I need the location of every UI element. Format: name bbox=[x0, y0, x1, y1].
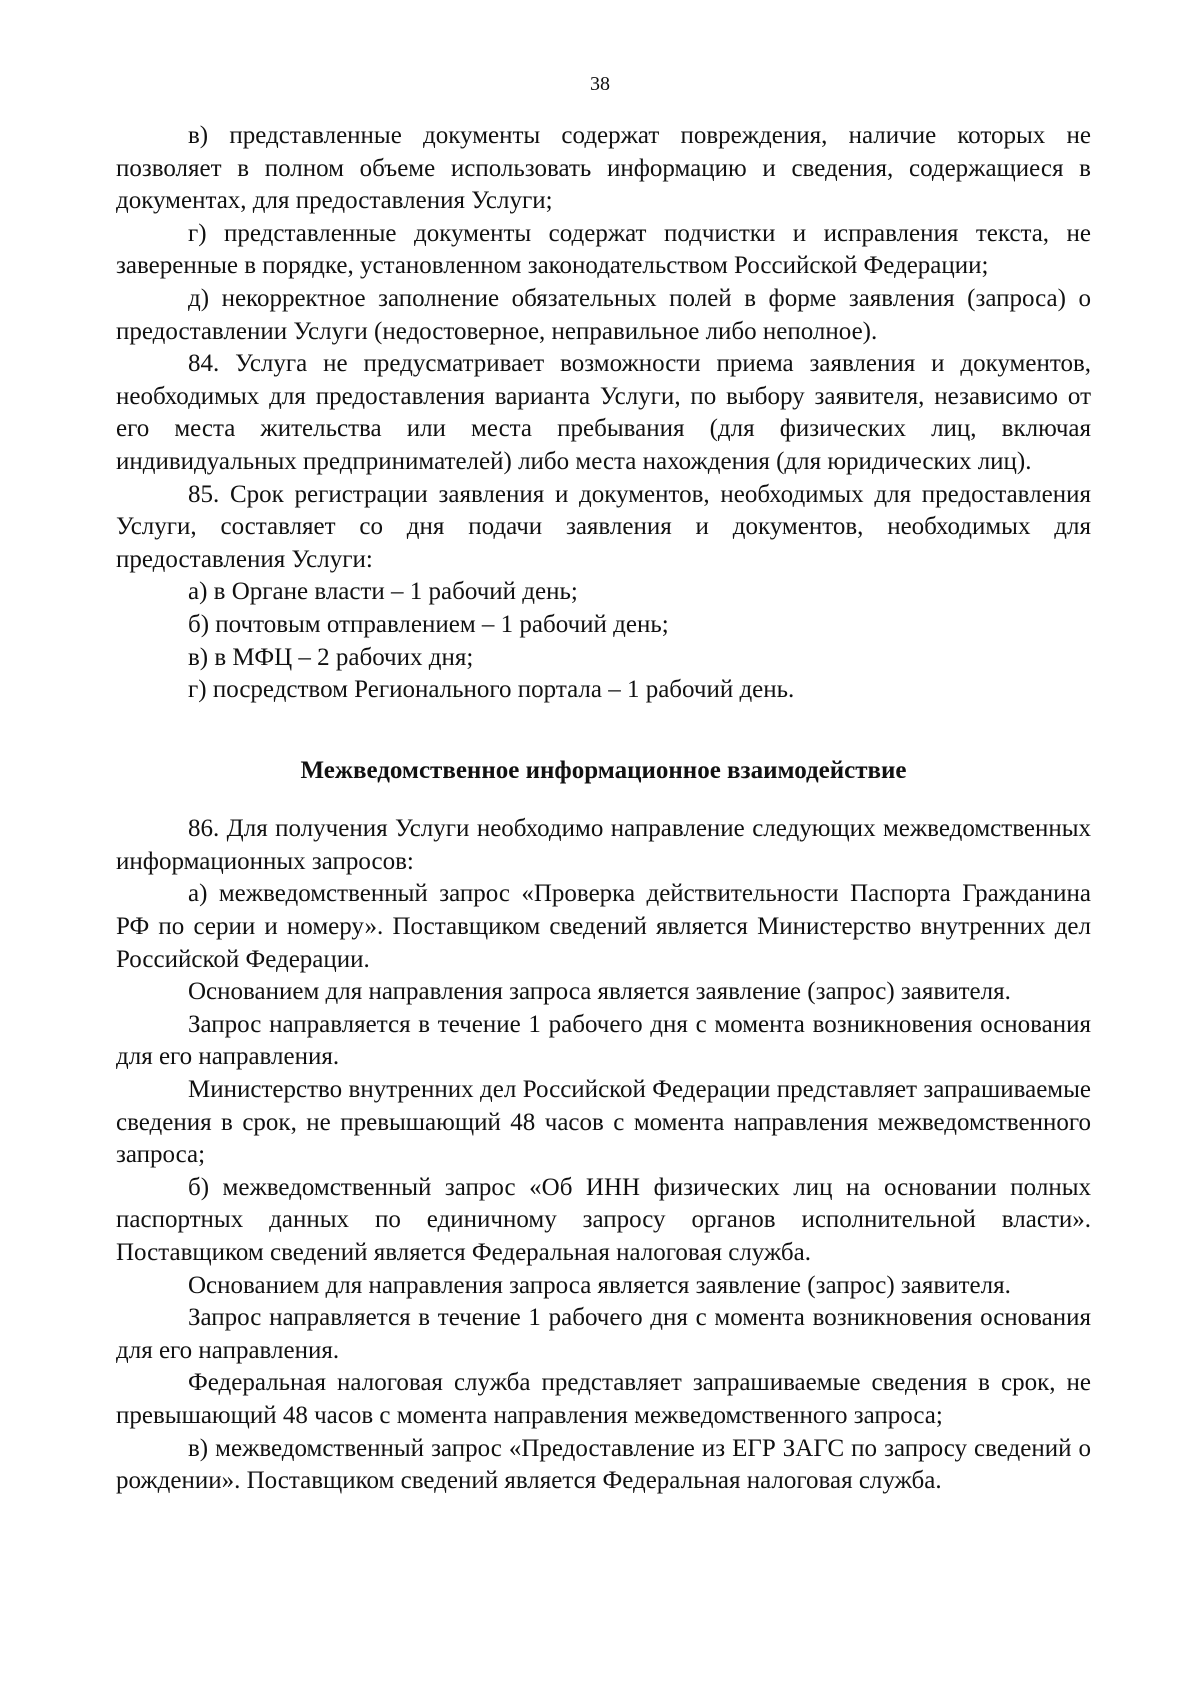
paragraph: д) некорректное заполнение обязательных полей в форме заявления (запроса) о предоставлении Услуги (недостоверное, неправильное либо неполное). bbox=[116, 284, 1091, 345]
document-body bbox=[116, 120, 1091, 1498]
paragraph: г) представленные документы содержат подчистки и исправления текста, не заверенные в порядке, установленном законодательством Российской Федерации; bbox=[116, 219, 1091, 280]
paragraph: в) межведомственный запрос «Предоставление из ЕГР ЗАГС по запросу сведений о рождении». Поставщиком сведений является Федеральная налоговая служба. bbox=[116, 1434, 1091, 1495]
paragraph: Федеральная налоговая служба представляет запрашиваемые сведения в срок, не превышающий 48 часов с момента направления межведомственного запроса; bbox=[116, 1369, 1091, 1429]
paragraph: Министерство внутренних дел Российской Федерации представляет запрашиваемые сведения в срок, не превышающий 48 часов с момента направления межведомственного запроса; bbox=[116, 1076, 1091, 1169]
paragraph: Запрос направляется в течение 1 рабочего дня с момента возникновения основания для его направления. bbox=[116, 1304, 1091, 1364]
paragraph: 84. Услуга не предусматривает возможности приема заявления и документов, необходимых для предоставления варианта Услуги, по выбору заявителя, независимо от его места жительства или места пребывания (для физических лиц, включая индивидуальных предпринимателей) либо места нахождения (для юридических лиц). bbox=[116, 350, 1091, 475]
paragraph: в) представленные документы содержат повреждения, наличие которых не позволяет в полном объеме использовать информацию и сведения, содержащиеся в документах, для предоставления Услуги; bbox=[116, 122, 1091, 215]
paragraph: б) межведомственный запрос «Об ИНН физических лиц на основании полных паспортных данных по единичному запросу органов исполнительной власти». Поставщиком сведений является Федеральная налоговая служба. bbox=[116, 1173, 1091, 1266]
paragraph: а) межведомственный запрос «Проверка действительности Паспорта Гражданина РФ по серии и номеру». Поставщиком сведений является Министерство внутренних дел Российской Федерации. bbox=[116, 880, 1091, 973]
page-number: 38 bbox=[590, 73, 610, 95]
paragraph: 86. Для получения Услуги необходимо направление следующих межведомственных информационных запросов: bbox=[116, 815, 1091, 875]
paragraph: Основанием для направления запроса является заявление (запрос) заявителя. bbox=[188, 978, 1011, 1006]
list-item: в) в МФЦ – 2 рабочих дня; bbox=[188, 643, 474, 671]
section-heading: Межведомственное информационное взаимодействие bbox=[300, 756, 907, 784]
paragraph: Запрос направляется в течение 1 рабочего дня с момента возникновения основания для его направления. bbox=[116, 1010, 1091, 1071]
list-item: б) почтовым отправлением – 1 рабочий день; bbox=[188, 610, 669, 638]
list-item: а) в Органе власти – 1 рабочий день; bbox=[188, 578, 578, 606]
list-item: г) посредством Регионального портала – 1 рабочий день. bbox=[188, 676, 795, 704]
paragraph: Основанием для направления запроса является заявление (запрос) заявителя. bbox=[188, 1271, 1011, 1299]
paragraph: 85. Срок регистрации заявления и документов, необходимых для предоставления Услуги, составляет со дня подачи заявления и документов, необходимых для предоставления Услуги: bbox=[116, 480, 1091, 573]
